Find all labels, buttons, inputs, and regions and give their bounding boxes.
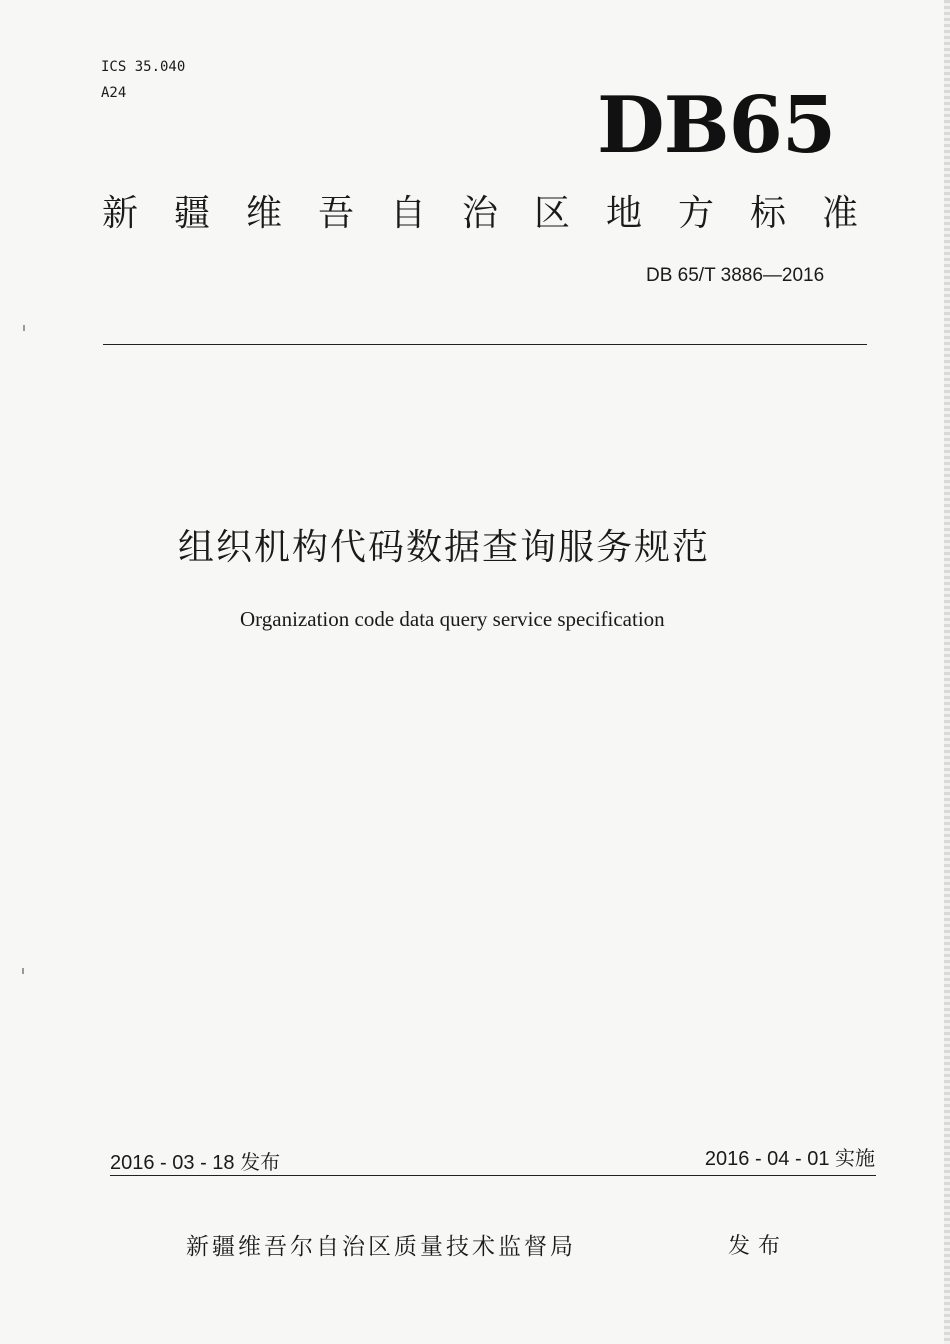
- publish-date: 2016 - 03 - 18 发布: [110, 1152, 281, 1174]
- scan-edge-decoration: [944, 0, 950, 1344]
- standard-number: DB 65/T 3886—2016: [646, 265, 825, 286]
- implementation-date: 2016 - 04 - 01 实施: [704, 1148, 875, 1170]
- document-title-chinese: 组织机构代码数据查询服务规范: [178, 527, 711, 568]
- scan-speck: [22, 968, 24, 974]
- issue-label: 发布: [728, 1234, 789, 1259]
- issuing-authority: 新疆维吾尔自治区质量技术监督局: [186, 1234, 576, 1260]
- standard-logo: DB65: [597, 80, 836, 171]
- ics-code: ICS 35.040: [101, 59, 186, 75]
- classification-code: A24: [101, 85, 127, 101]
- standard-type-title: 新疆维吾自治区地方标准: [102, 193, 895, 234]
- header-divider: [103, 344, 867, 345]
- scan-speck: [23, 325, 25, 331]
- footer-divider: [110, 1175, 876, 1176]
- document-title-english: Organization code data query service specification: [240, 607, 665, 631]
